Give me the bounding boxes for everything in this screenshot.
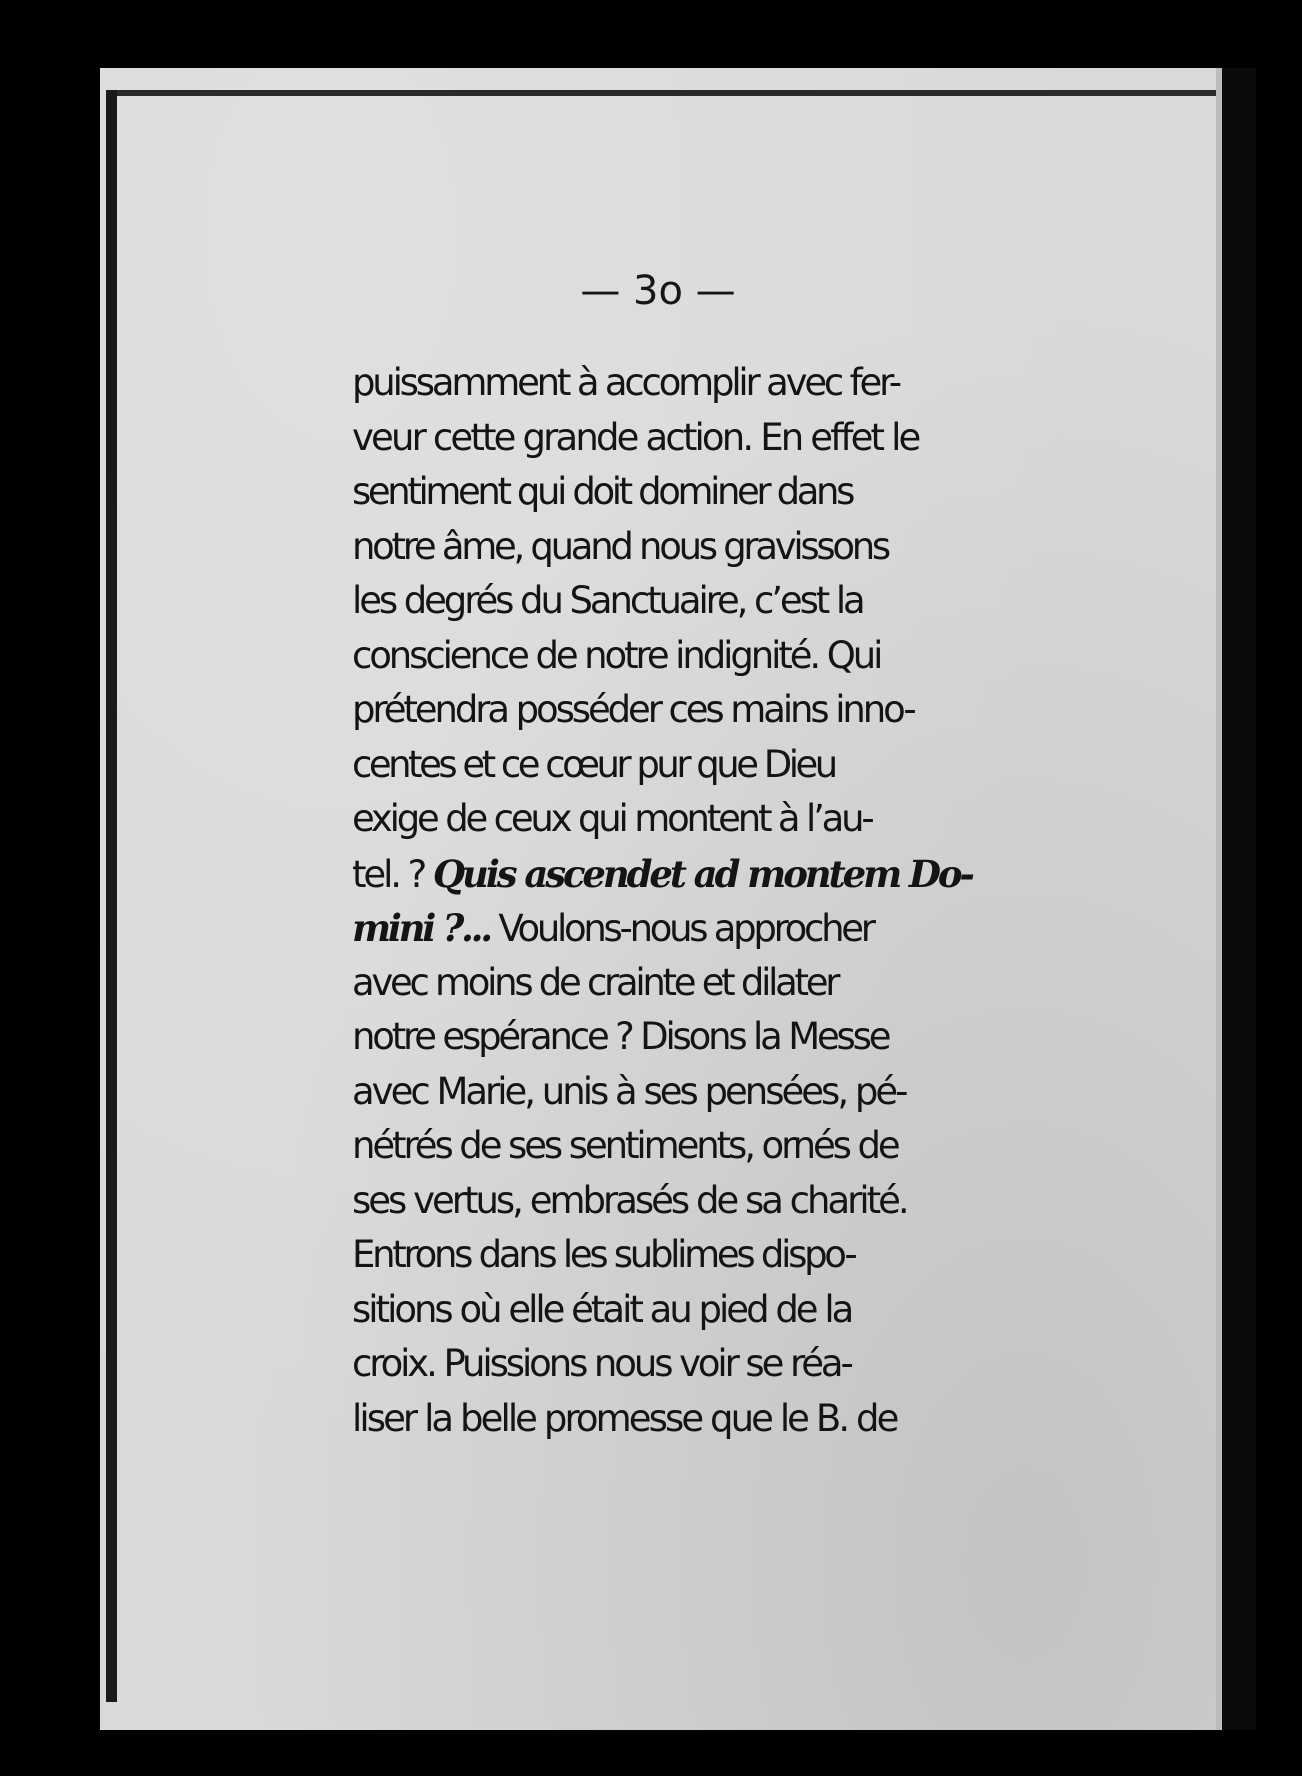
text-run: notre espérance ? Disons la Messe <box>352 1015 889 1058</box>
text-line <box>352 1392 1177 1447</box>
text-run: prétendra posséder ces mains inno- <box>352 688 914 731</box>
text-run: puissamment à accomplir avec fer- <box>352 361 899 404</box>
italic-latin-phrase: mini ?... <box>352 906 490 950</box>
text-run: veur cette grande action. En effet le <box>352 415 919 459</box>
text-run: Voulons-nous approcher <box>489 907 873 950</box>
text-line <box>352 1174 1177 1229</box>
binding-shadow <box>1222 68 1256 1730</box>
text-run: sentiment qui doit dominer dans <box>352 470 852 513</box>
text-line <box>352 1228 1177 1283</box>
text-line <box>352 901 1177 956</box>
page-left-border <box>106 90 117 1702</box>
text-line <box>352 738 1177 793</box>
text-run: les degrés du Sanctuaire, c’est la <box>352 579 863 622</box>
text-run: nétrés de ses sentiments, ornés de <box>352 1124 898 1167</box>
text-run: liser la belle promesse que le B. de <box>352 1396 897 1440</box>
text-line <box>352 574 1177 629</box>
italic-latin-phrase: Quis ascendet ad montem Do- <box>432 851 972 896</box>
text-line <box>352 520 1177 575</box>
text-line <box>352 792 1177 847</box>
body-text <box>352 356 1177 1446</box>
page-top-border <box>106 90 1256 96</box>
text-line <box>352 629 1177 684</box>
text-run: avec Marie, unis à ses pensées, pé- <box>352 1069 906 1113</box>
page-number: — 3o — <box>580 268 736 314</box>
text-line <box>352 847 1177 902</box>
text-run: conscience de notre indignité. Qui <box>352 633 881 677</box>
text-run: notre âme, quand nous gravissons <box>352 524 888 568</box>
text-run: ses vertus, embrasés de sa charité. <box>352 1178 907 1222</box>
text-line <box>352 683 1177 738</box>
text-line <box>352 1010 1177 1065</box>
text-run: croix. Puissions nous voir se réa- <box>352 1342 851 1385</box>
text-line <box>352 465 1177 520</box>
text-run: exige de ceux qui montent à l’au- <box>352 797 872 840</box>
text-line <box>352 956 1177 1011</box>
text-line <box>352 1119 1177 1174</box>
text-line <box>352 356 1177 411</box>
text-line <box>352 1065 1177 1120</box>
text-run: sitions où elle était au pied de la <box>352 1287 852 1331</box>
text-line <box>352 411 1177 466</box>
text-run: centes et ce cœur pur que Dieu <box>352 742 835 786</box>
text-run: Entrons dans les sublimes dispo- <box>352 1233 855 1276</box>
text-run: avec moins de crainte et dilater <box>352 960 838 1004</box>
text-line <box>352 1337 1177 1392</box>
text-run: tel. ? <box>352 852 433 896</box>
text-line <box>352 1283 1177 1338</box>
book-page <box>100 68 1256 1730</box>
